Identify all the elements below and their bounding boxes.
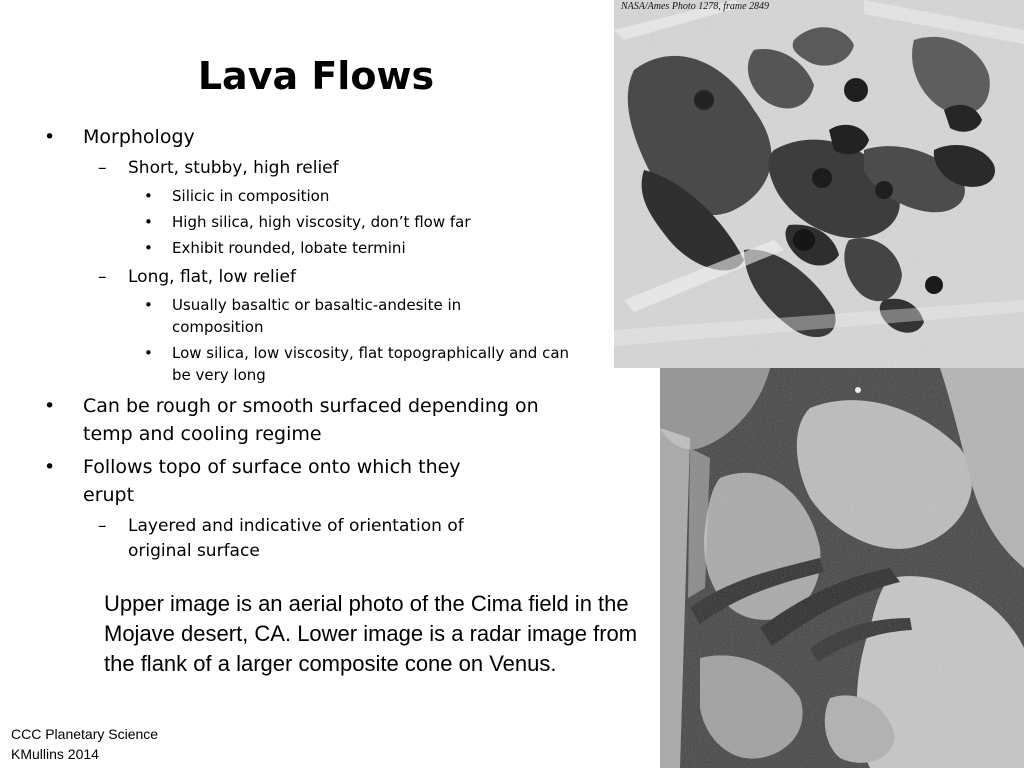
sub-sub-bullet-text: Low silica, low viscosity, flat topographically and can be very long — [172, 344, 570, 384]
dash-marker: – — [98, 516, 107, 536]
slide-title: Lava Flows — [197, 54, 435, 98]
credit-course: CCC Planetary Science — [11, 726, 159, 742]
sub-bullet-text: Long, flat, low relief — [128, 267, 296, 287]
bullet-marker: • — [44, 395, 56, 417]
bullet-marker: • — [144, 187, 153, 205]
aerial-photo-image — [614, 0, 1024, 368]
image-caption: Upper image is an aerial photo of the Cima field in the Mojave desert, CA. Lower image is a radar image from the flank of a larger composite cone on Venus. — [104, 591, 638, 676]
bullet-text: Morphology — [83, 126, 195, 148]
bullet-text: Follows topo of surface onto which they erupt — [83, 456, 461, 506]
bullet-topo — [40, 453, 515, 509]
bullet-text: Can be rough or smooth surfaced depending on temp and cooling regime — [83, 395, 539, 445]
sub-sub-bullet — [144, 342, 574, 386]
slide-credit — [11, 724, 231, 764]
radar-image — [660, 368, 1024, 768]
sub-sub-bullet — [144, 211, 574, 233]
sub-sub-bullet — [144, 237, 574, 259]
sub-bullet-long-flat — [98, 265, 598, 290]
aerial-photo-cima-field — [614, 0, 1024, 368]
sub-bullet-text: Layered and indicative of orientation of original surface — [128, 516, 464, 561]
bullet-marker: • — [144, 213, 153, 231]
sub-sub-bullet-text: Exhibit rounded, lobate termini — [172, 239, 406, 257]
photo-credit-label: NASA/Ames Photo 1278, frame 2849 — [621, 1, 770, 12]
bullet-marker: • — [144, 344, 153, 362]
sub-sub-bullet-text: Silicic in composition — [172, 187, 330, 205]
dash-marker: – — [98, 158, 107, 178]
sub-sub-bullet — [144, 185, 574, 207]
bullet-marker: • — [144, 239, 153, 257]
bullet-surface — [40, 392, 565, 448]
sub-bullet-text: Short, stubby, high relief — [128, 158, 339, 178]
sub-bullet-layered — [98, 514, 493, 564]
sub-sub-bullet — [144, 294, 494, 338]
radar-image-venus — [660, 368, 1024, 768]
sub-sub-bullet-text: High silica, high viscosity, don’t flow far — [172, 213, 471, 231]
dash-marker: – — [98, 267, 107, 287]
sub-sub-bullet-text: Usually basaltic or basaltic-andesite in composition — [172, 296, 462, 336]
bullet-marker: • — [44, 126, 56, 148]
bullet-morphology — [40, 123, 600, 151]
credit-author: KMullins 2014 — [11, 746, 99, 762]
sub-bullet-short-stubby — [98, 156, 598, 181]
bullet-marker: • — [144, 296, 153, 314]
bullet-marker: • — [44, 456, 56, 478]
